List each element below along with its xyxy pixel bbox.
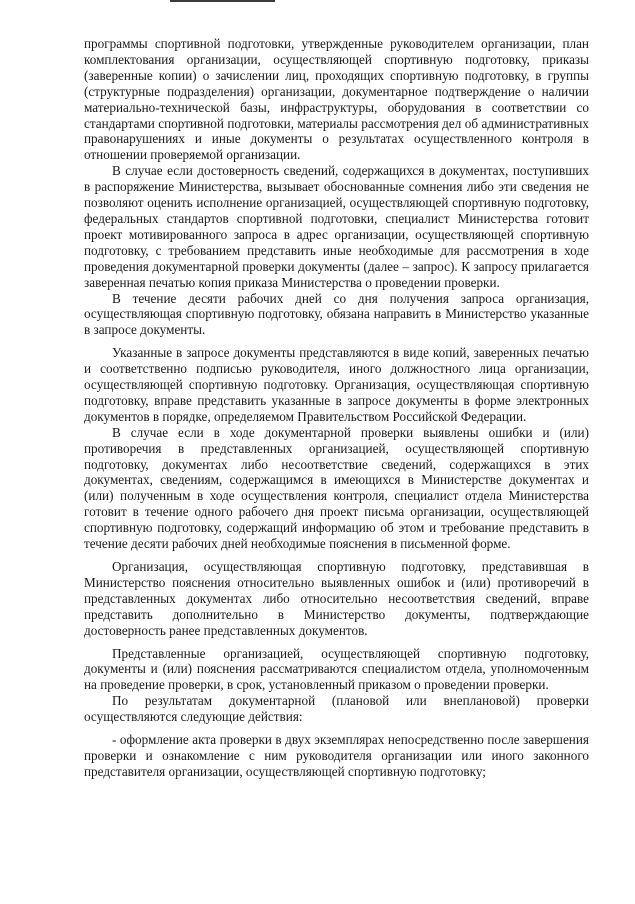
- document-body: [84, 36, 589, 780]
- paragraph-explanations: Организация, осуществляющая спортивную подготовку, представившая в Министерство пояснения относительно выявленных ошибок и (или) противоречий в представленных документах либо относительно несоответствия сведений, вправе представить дополнительно в Министерство документы, подтверждающие достоверность ранее представленных документов.: [84, 559, 589, 638]
- paragraph-deadline: В течение десяти рабочих дней со дня получения запроса организация, осуществляющая спортивную подготовку, обязана направить в Министерство указанные в запросе документы.: [84, 290, 589, 338]
- top-edge-line: [170, 0, 275, 2]
- paragraph-copies: Указанные в запросе документы представляются в виде копий, заверенных печатью и соответственно подписью руководителя, иного должностного лица организации, осуществляющей спортивную подготовку. Организация, осуществляющая спортивную подготовку, вправе представить указанные в запросе документы в форме электронных документов в порядке, определяемом Правительством Российской Федерации.: [84, 345, 589, 424]
- paragraph-results: По результатам документарной (плановой или внеплановой) проверки осуществляются следующие действия:: [84, 693, 589, 725]
- paragraph-review: Представленные организацией, осуществляющей спортивную подготовку, документы и (или) пояснения рассматриваются специалистом отдела, уполномоченным на проведение проверки, в срок, установленный приказом о проведении проверки.: [84, 645, 589, 693]
- paragraph-request: В случае если достоверность сведений, содержащихся в документах, поступивших в распоряжение Министерства, вызывает обоснованные сомнения либо эти сведения не позволяют оценить исполнение организацией, осуществляющей спортивную подготовку, федеральных стандартов спортивной подготовки, специалист Министерства готовит проект мотивированного запроса в адрес организации, осуществляющей спортивную подготовку, с требованием представить иные необходимые для рассмотрения в ходе проведения документарной проверки документы (далее – запрос). К запросу прилагается заверенная печатью копия приказа Министерства о проведении проверки.: [84, 163, 589, 290]
- paragraph-errors: В случае если в ходе документарной проверки выявлены ошибки и (или) противоречия в представленных организацией, осуществляющей спортивную подготовку, документах либо несоответствие сведений, содержащихся в этих документах, сведениям, содержащимся в имеющихся в Министерстве документах и (или) полученным в ходе осуществления контроля, специалист отдела Министерства готовит в течение одного рабочего дня проект письма организации, осуществляющей спортивную подготовку, содержащий информацию об этом и требование представить в течение десяти рабочих дней необходимые пояснения в письменной форме.: [84, 424, 589, 552]
- list-item-act: - оформление акта проверки в двух экземплярах непосредственно после завершения проверки и ознакомление с ним руководителя организации или иного законного представителя организации, осуществляющей спортивную подготовку;: [84, 732, 589, 779]
- paragraph-continuation: программы спортивной подготовки, утвержденные руководителем организации, план комплектования организации, осуществляющей спортивную подготовку, приказы (заверенные копии) о зачислении лиц, проходящих спортивную подготовку, в группы (структурные подразделения) организации, документарное подтверждение о наличии материально-технической базы, инфраструктуры, оборудования в соответствии со стандартами спортивной подготовки, материалы рассмотрения дел об административных правонарушениях и иные документы о результатах осуществленного контроля в отношении проверяемой организации.: [84, 36, 589, 163]
